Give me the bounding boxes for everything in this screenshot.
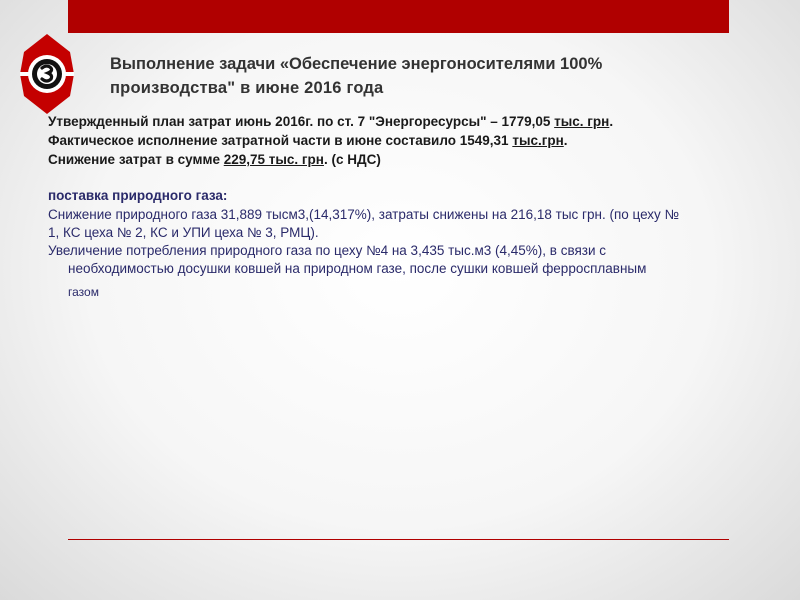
actual-suffix: . [563,133,568,148]
plan-text: Утвержденный план затрат июнь 2016г. по ст. 7 "Энергоресурсы" – 1779,05 [48,114,551,129]
page-title [110,52,720,100]
plan-suffix: . [609,114,614,129]
content-body [48,112,788,306]
gas-reduction-line1: Снижение природного газа 31,889 тысм3,(14,317%), затраты снижены на 216,18 тыс грн. (по цеху № [48,207,680,222]
title-line-1: Выполнение задачи «Обеспечение энергоносителями 100% [110,55,603,73]
plan-unit: тыс. грн [554,114,610,129]
gas-increase-line1: Увеличение потребления природного газа по цеху №4 на 3,435 тыс.м3 (4,45%), в связи с [48,243,607,258]
gas-reduction-line2: 1, КС цеха № 2, КС и УПИ цеха № 3, РМЦ). [48,225,319,240]
actual-text: Фактическое исполнение затратной части в июне составило 1549,31 [48,133,509,148]
title-line-2: производства" в июне 2016 года [110,79,384,97]
gas-increase-paragraph [48,242,788,306]
spacer [48,169,788,186]
actual-line [48,131,788,150]
plan-line [48,112,788,131]
reduction-value: 229,75 тыс. грн [223,152,324,167]
reduction-text: Снижение затрат в сумме [48,152,220,167]
gas-increase-line3: газом [68,285,99,299]
reduction-suffix: . (с НДС) [323,152,381,167]
actual-unit: тыс.грн [512,133,564,148]
top-red-bar [68,0,729,33]
gas-heading: поставка природного газа: [48,188,228,203]
gas-reduction-paragraph [48,206,788,242]
reduction-line [48,150,788,169]
company-logo-icon [18,32,76,116]
bottom-red-divider [68,539,729,540]
gas-increase-line2: необходимостью досушки ковшей на природном газе, после сушки ковшей ферросплавным [68,261,647,276]
